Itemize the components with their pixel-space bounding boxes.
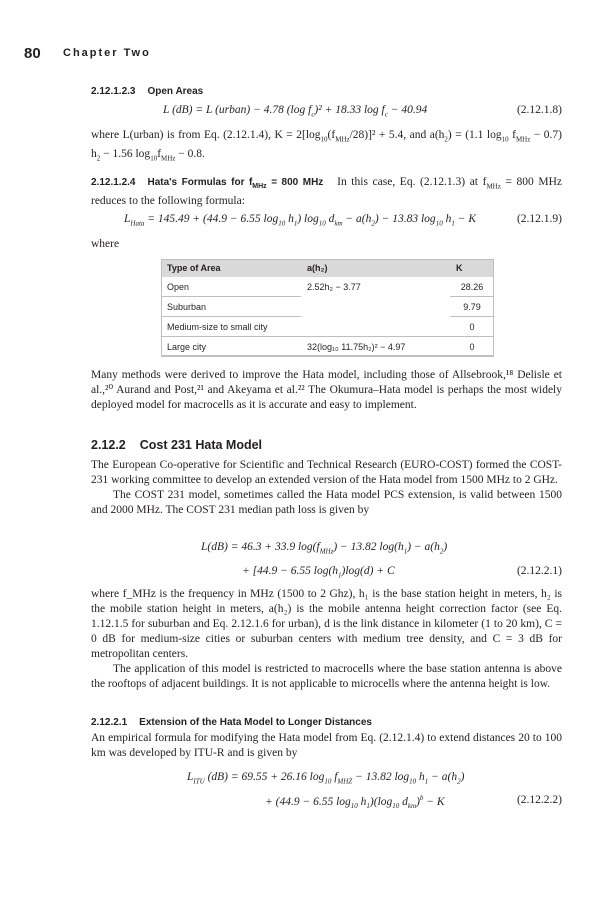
table-row — [161, 297, 494, 317]
paragraph-itu-extension: An empirical formula for modifying the Hata model from Eq. (2.12.1.4) to extend distances 20 to 100 km was developed by ITU-R and is given by — [91, 732, 562, 759]
table-cell: Open — [161, 277, 301, 297]
equation-number: (2.12.1.8) — [516, 104, 562, 116]
equation-2-12-2-1-line1: L(dB) = 46.3 + 33.9 $\log(f_{MHz}) - 13.82$ $\log(h_1) - a(h_2)$ — [201, 541, 448, 556]
paragraph-hata-800: 2.12.1.2.4 Hata's Formulas for $f_{MHz} = 800$ MHz In this case, Eq. (2.12.1.3) at $f_{MHz} = 800$ MHz reduces to the following formula: — [91, 176, 563, 208]
section-number: 2.12.2 — [91, 438, 126, 452]
section-title: Cost 231 Hata Model — [139, 438, 263, 452]
equation-number: (2.12.2.2) — [516, 794, 562, 806]
table-row — [161, 317, 494, 337]
page-number: 80 — [24, 45, 41, 62]
section-title: Open Areas — [147, 86, 204, 97]
table-cell: 0 — [450, 337, 494, 357]
where-label: where — [91, 238, 120, 250]
equation-2-12-1-9: $L_{Hata} = 145.49 + (44.9 - 6.55$ $\log_{10} h_1$) $\log_{10} d_{km} - a(h_2) - 13.83$ $\log_{10} h_1 - K$ — [124, 213, 476, 228]
table-cell: 0 — [450, 317, 494, 337]
area-parameters-table — [161, 259, 494, 357]
table-cell: Medium-size to small city — [161, 317, 301, 337]
equation-2-12-2-2-line2: + (44.9 − 6.55 $\log_{10} h_1)(\log_{10}$ $d_{km})^b - K$ — [265, 794, 445, 811]
table-cell: Large city — [161, 337, 301, 357]
table-cell — [301, 317, 450, 337]
chapter-title: Chapter Two — [63, 47, 151, 59]
section-number: 2.12.1.2.3 — [91, 86, 136, 97]
table-cell — [301, 297, 450, 317]
paragraph-cost231-definitions: where f_MHz is the frequency in MHz (1500 to 2 Ghz), h₁ is the base station height in meters, h₂ is the mobile station height in meters, a(h₂) is the mobile antenna height correction factor (see Eq. 1.12.1.5 for suburban and Eq. 2.12.1.6 for urban), d is the link distance in kilometer (1 to 20 km), C = 0 dB for medium-size cities or suburban centers with medium tree density, and C = 3 dB for metropolitan centers. The application of this model is restricted to macrocells where the base station antenna is above the rooftops of adjacent buildings. It is not applicable to microcells where the antenna height is low. — [91, 588, 562, 690]
table-cell: Suburban — [161, 297, 301, 317]
table-header: a(h₂) — [301, 259, 450, 277]
equation-2-12-2-2-line1: $L_{ITU}$ (dB) = 69.55 + 26.16 $\log_{10} f_{MHZ} - 13.82$ $\log_{10} h_1 - a(h_2)$ — [187, 771, 465, 786]
table-header-row — [161, 259, 494, 277]
paragraph-open-areas: where L(urban) is from Eq. (2.12.1.4), $K = 2[\log_{10}(f_{MHz}/28)]^2 + 5.4$, and $a(h_2) = (1.1$ $\log_{10} f_{MHz} - 0.7$) $h_2 - 1.56$ $\log_{10}f_{MHz} - 0.8$. — [91, 129, 563, 163]
paragraph-hata-methods: Many methods were derived to improve the Hata model, including those of Allsebrook,¹⁸ Delisle et al.,²⁰ Aurand and Post,²¹ and Akeyama et al.²² The Okumura–Hata model is perhaps the most widely deployed model for macrocells as it is accurate and easy to implement. — [91, 369, 562, 411]
table-row — [161, 337, 494, 357]
section-title: Extension of the Hata Model to Longer Distances — [139, 717, 372, 728]
paragraph-cost231-intro: The European Co-operative for Scientific and Technical Research (EURO-COST) formed the COST-231 working committee to develop an extended version of the Hata model from 1500 MHz to 2 GHz. The COST 231 model, sometimes called the Hata model PCS extension, is valid between 1500 and 2000 MHz. The COST 231 median path loss is given by — [91, 459, 562, 516]
table-row — [161, 277, 494, 297]
section-heading-open-areas — [91, 86, 203, 97]
section-heading-cost231 — [91, 438, 262, 452]
table-cell: 9.79 — [450, 297, 494, 317]
table-cell: 28.26 — [450, 277, 494, 297]
section-number: 2.12.2.1 — [91, 717, 128, 728]
table-cell: 2.52h₂ − 3.77 — [307, 281, 361, 292]
equation-number: (2.12.1.9) — [516, 213, 562, 225]
table-header: K — [450, 259, 494, 277]
table-cell: 32(log₁₀ 11.75h₂)² − 4.97 — [301, 337, 450, 357]
table-header: Type of Area — [161, 259, 301, 277]
equation-number: (2.12.2.1) — [516, 565, 562, 577]
equation-2-12-2-1-line2: + [44.9 − 6.55 $\log(h_1)\log(d) + C$ — [242, 565, 395, 580]
section-heading-hata-extension — [91, 717, 372, 728]
equation-2-12-1-8: L (dB) = L (urban) − 4.78 (log $f_c)^2 + 18.33$ $\log f_c - 40.94$ — [163, 104, 428, 119]
